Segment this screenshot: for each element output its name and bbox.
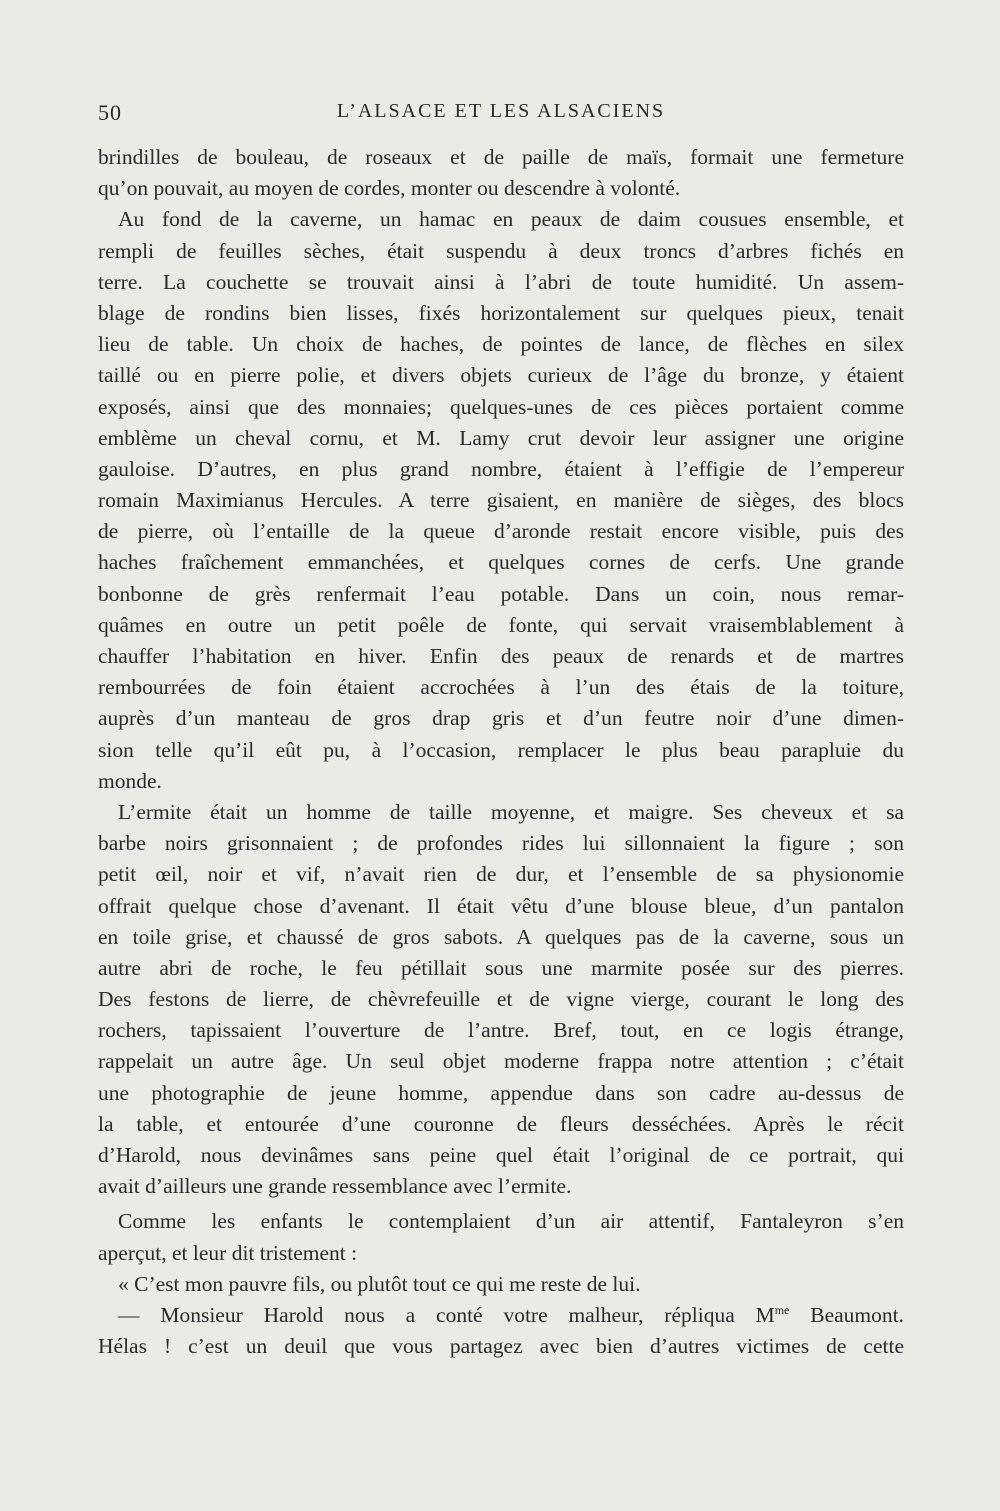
text-line: de pierre, où l’entaille de la queue d’aronde restait encore visible, puis des [98,519,904,544]
text-line: lieu de table. Un choix de haches, de pointes de lance, de flèches en silex [98,332,904,357]
text-line: brindilles de bouleau, de roseaux et de paille de maïs, formait une fermeture [98,145,904,169]
text-line: Comme les enfants le contemplaient d’un air attentif, Fantaleyron s’en [118,1209,904,1234]
text-segment: — Monsieur Harold nous a conté votre malheur, répliqua M [118,1302,775,1327]
text-line: « C’est mon pauvre fils, ou plutôt tout ce qui me reste de lui. [118,1271,641,1296]
text-line: haches fraîchement emmanchées, et quelques cornes de cerfs. Une grande [98,550,904,575]
text-line: offrait quelque chose d’avenant. Il était vêtu d’une blouse bleue, d’un pantalon [98,893,904,918]
text-line: aperçut, et leur dit tristement : [98,1240,358,1265]
text-line: terre. La couchette se trouvait ainsi à l’abri de toute humidité. Un assem- [98,269,904,294]
text-segment: Beaumont. [789,1302,904,1327]
text-line: petit œil, noir et vif, n’avait rien de dur, et l’ensemble de sa physionomie [98,862,904,887]
text-line [98,1300,904,1331]
text-line: Hélas ! c’est un deuil que vous partagez avec bien d’autres victimes de cette [98,1334,904,1359]
text-line: Au fond de la caverne, un hamac en peaux de daim cousues ensemble, et [118,207,904,232]
text-line: en toile grise, et chaussé de gros sabots. A quelques pas de la caverne, sous un [98,924,904,949]
text-line: avait d’ailleurs une grande ressemblance avec l’ermite. [98,1174,572,1199]
text-line: rochers, tapissaient l’ouverture de l’antre. Bref, tout, en ce logis étrange, [98,1018,904,1043]
text-line: romain Maximianus Hercules. A terre gisaient, en manière de sièges, des blocs [98,488,904,513]
text-line: bonbonne de grès renfermait l’eau potable. Dans un coin, nous remar- [98,581,904,606]
text-line: autre abri de roche, le feu pétillait sous une marmite posée sur des pierres. [98,955,904,980]
text-line: L’ermite était un homme de taille moyenne, et maigre. Ses cheveux et sa [118,799,904,824]
text-line: exposés, ainsi que des monnaies; quelques-unes de ces pièces portaient comme [98,394,904,419]
text-line: quâmes en outre un petit poêle de fonte, qui servait vraisemblablement à [98,612,904,637]
page-number: 50 [98,100,122,125]
text-line: chauffer l’habitation en hiver. Enfin des peaux de renards et de martres [98,644,904,668]
text-line: blage de rondins bien lisses, fixés horizontalement sur quelques pieux, tenait [98,300,904,325]
text-line: auprès d’un manteau de gros drap gris et d’un feutre noir d’une dimen- [98,706,904,731]
body-text [98,142,904,1362]
text-line: Des festons de lierre, de chèvrefeuille et de vigne vierge, courant le long des [98,987,904,1012]
text-line: rappelait un autre âge. Un seul objet moderne frappa notre attention ; c’était [98,1049,904,1074]
text-line: rembourrées de foin étaient accrochées à l’un des étais de la toiture, [98,675,904,700]
text-line: monde. [98,768,162,793]
text-line: emblème un cheval cornu, et M. Lamy crut devoir leur assigner une origine [98,425,904,450]
text-line: sion telle qu’il eût pu, à l’occasion, remplacer le plus beau parapluie du [98,737,904,762]
text-line: gauloise. D’autres, en plus grand nombre, étaient à l’effigie de l’empereur [98,456,904,481]
page-header [98,100,904,130]
running-title: L’ALSACE ET LES ALSACIENS [336,100,666,122]
text-line: taillé ou en pierre polie, et divers objets curieux de l’âge du bronze, y étaient [98,363,904,388]
text-line: rempli de feuilles sèches, était suspendu à deux troncs d’arbres fichés en [98,238,904,263]
text-line: la table, et entourée d’une couronne de fleurs desséchées. Après le récit [98,1111,904,1136]
text-line: qu’on pouvait, au moyen de cordes, monter ou descendre à volonté. [98,176,681,201]
superscript-abbreviation: me [774,1302,790,1317]
text-line: barbe noirs grisonnaient ; de profondes rides lui sillonnaient la figure ; son [98,831,904,856]
text-line: une photographie de jeune homme, appendue dans son cadre au-dessus de [98,1080,904,1105]
text-line: d’Harold, nous devinâmes sans peine quel était l’original de ce portrait, qui [98,1143,904,1167]
